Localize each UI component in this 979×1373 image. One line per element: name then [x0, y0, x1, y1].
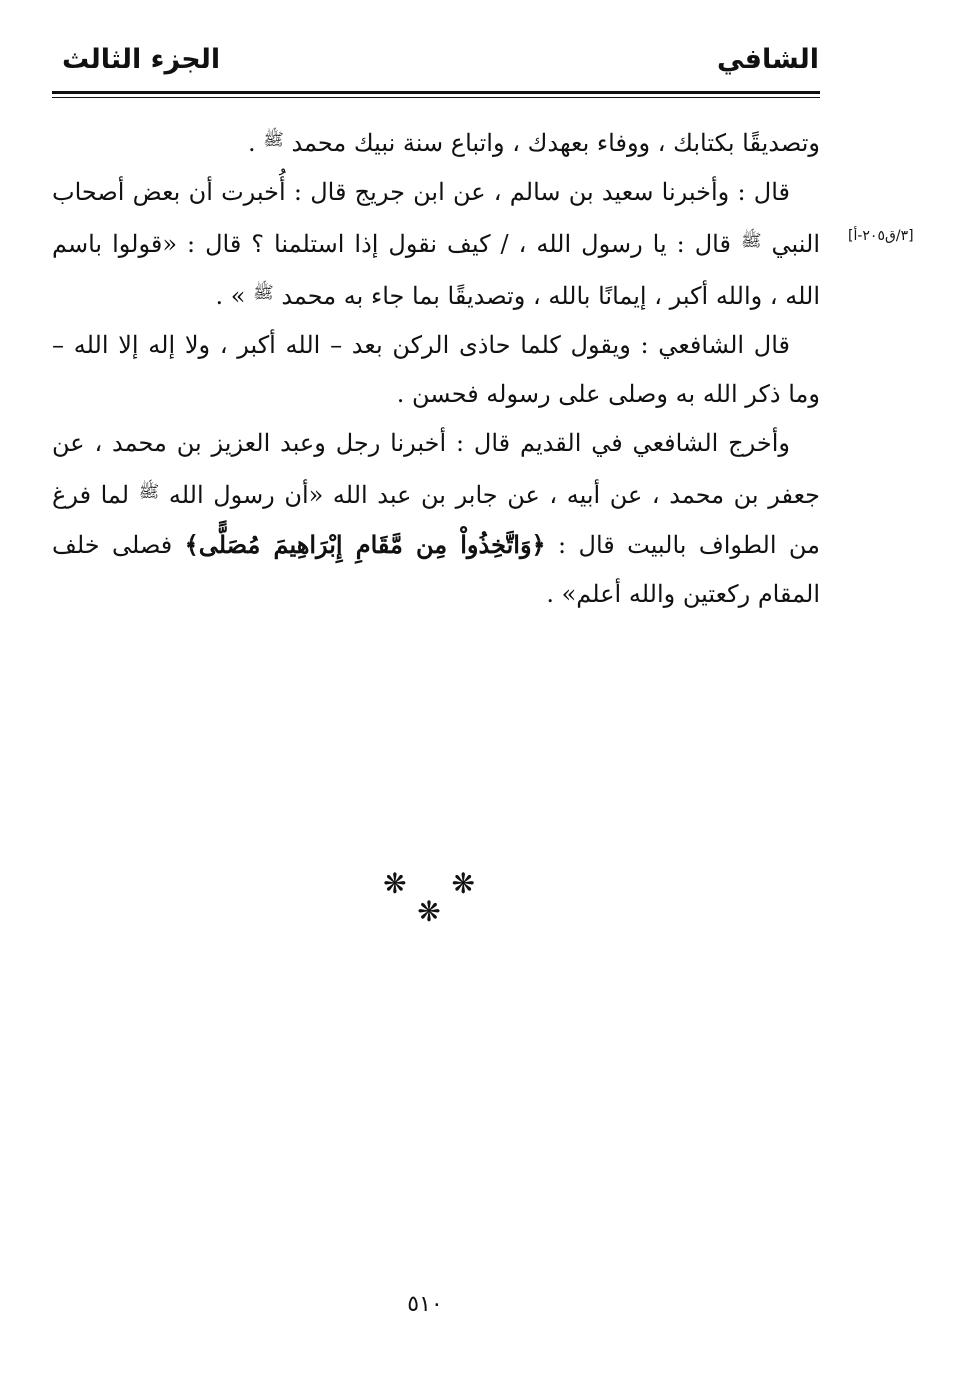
section-separator: ❋ ❋ ❋ [383, 867, 493, 928]
paragraph-4-text-a: وأخرج الشافعي في القديم قال : أخبرنا رجل وعبد العزيز بن محمد ، عن جعفر بن محمد ، عن أبيه ، عن جابر بن عبد الله «أن رسول الله [52, 429, 820, 509]
paragraph-2-text-c: » . [215, 282, 246, 310]
paragraph-3: قال الشافعي : ويقول كلما حاذى الركن بعد – الله أكبر ، ولا إله إلا الله – وما ذكر الله به وصلى على رسوله فحسن . [52, 331, 820, 408]
quran-verse: ﴿وَاتَّخِذُواْ مِن مَّقَامِ إِبْرَاهِيمَ مُصَلًّى﴾ [184, 530, 546, 559]
manuscript-folio-note: [٣/ق٢٠٥-أ] [848, 228, 914, 244]
book-title: الشافي [716, 44, 819, 75]
honorific-symbol: ﷺ [138, 482, 160, 502]
header-rule-thin [52, 97, 820, 98]
paragraph-4-text-c: فصلى خلف المقام ركعتين والله أعلم» . [52, 531, 820, 608]
honorific-symbol: ﷺ [263, 130, 284, 150]
honorific-symbol: ﷺ [740, 231, 762, 251]
honorific-symbol: ﷺ [253, 283, 274, 303]
paragraph-4-text-b: لما فرغ من الطواف بالبيت قال : [52, 481, 821, 559]
main-text [52, 116, 820, 619]
paragraph-4 [52, 419, 820, 619]
volume-title: الجزء الثالث [62, 44, 221, 75]
paragraph-1-text: وتصديقًا بكتابك ، ووفاء بعهدك ، واتباع سنة نبيك محمد [291, 129, 820, 157]
paragraph-1 [52, 116, 820, 168]
paragraph-2-text-b: قال : يا رسول الله ، / كيف نقول إذا استلمنا ؟ قال : «قولوا باسم الله ، والله أكبر ، إيمانًا بالله ، وتصديقًا بما جاء به محمد [52, 230, 820, 310]
header-rule-thick [52, 91, 820, 94]
paragraph-2 [52, 168, 820, 321]
page-number: ٥١٠ [407, 1292, 443, 1317]
paragraph-1-end: . [247, 129, 256, 157]
paragraph-2-text-a: قال : وأخبرنا سعيد بن سالم ، عن ابن جريج قال : أُخبرت أن بعض أصحاب النبي [52, 178, 820, 258]
